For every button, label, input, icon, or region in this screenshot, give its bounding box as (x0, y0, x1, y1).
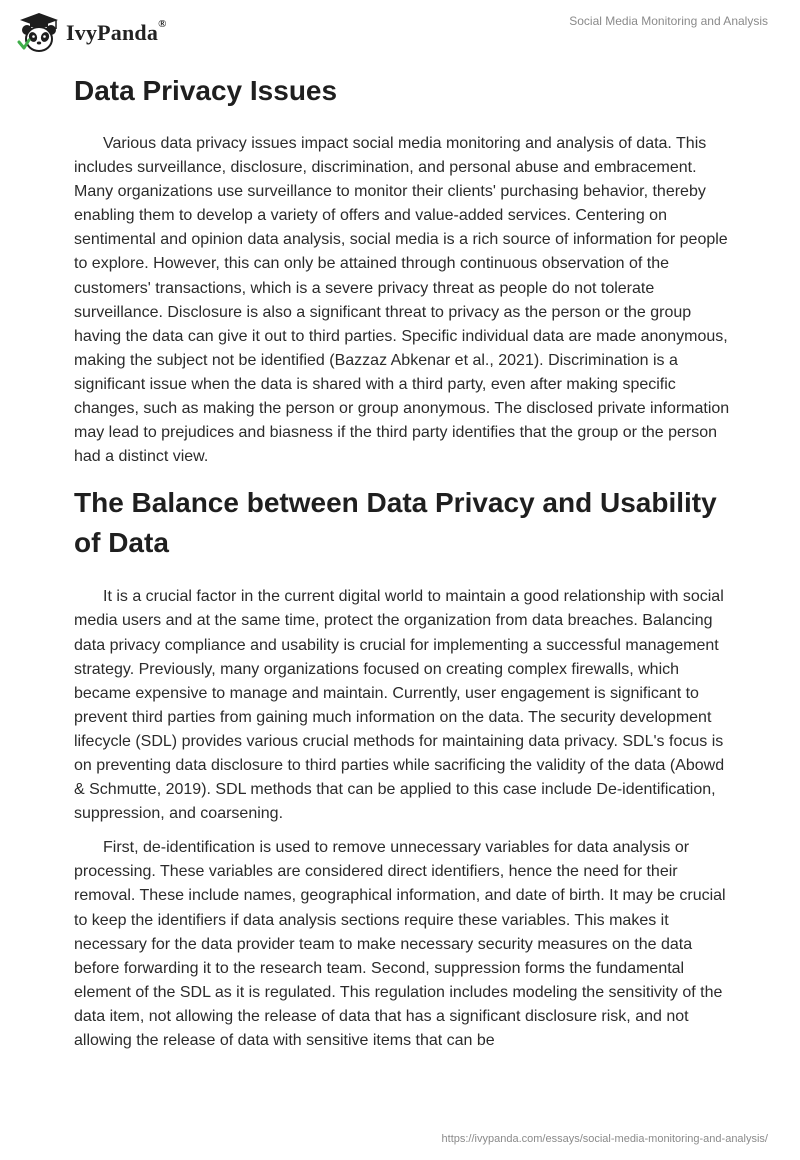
document-title: Social Media Monitoring and Analysis (569, 14, 768, 28)
ivypanda-logo[interactable] (16, 10, 167, 56)
panda-graduate-icon (16, 10, 62, 56)
paragraph: Various data privacy issues impact social media monitoring and analysis of data. This includes surveillance, disclosure, discrimination, and personal abuse and embracement. Many organizations use surveillance to monitor their clients' purchasing behavior, thereby enabling them to develop a variety of offers and value-added services. Centering on sentimental and opinion data analysis, social media is a rich source of information for people to explore. However, this can only be attained through continuous observation of the customers' transactions, which is a severe privacy threat as people do not tolerate surveillance. Disclosure is also a significant threat to privacy as the person or the group having the data can give it out to third parties. Specific individual data are made anonymous, making the subject not be identified (Bazzaz Abkenar et al., 2021). Discrimination is a significant issue when the data is shared with a third party, even after making specific changes, such as making the person or group anonymous. The disclosed private information may lead to prejudices and biasness if the third party identifies that the group or the person had a distinct view. (74, 135, 730, 466)
paragraph: It is a crucial factor in the current digital world to maintain a good relationship with social media users and at the same time, protect the organization from data breaches. Balancing data privacy compliance and usability is crucial for implementing a successful management strategy. Previously, many organizations focused on creating complex firewalls, which became expensive to manage and maintain. Currently, user engagement is significant to prevent third parties from gaining much information on the data. The security development lifecycle (SDL) provides various crucial methods for maintaining data privacy. SDL's focus is on preventing data disclosure to third parties while sacrificing the validity of the data (Abowd & Schmutte, 2019). SDL methods that can be applied to this case include De-identification, suppression, and coarsening. (74, 588, 725, 823)
brand-name: IvyPanda® (66, 18, 167, 45)
section-heading-data-privacy-issues: Data Privacy Issues (74, 75, 338, 106)
page-header (0, 0, 800, 64)
section-heading-balance: The Balance between Data Privacy and Usability of Data (74, 487, 717, 559)
source-url[interactable]: https://ivypanda.com/essays/social-media-monitoring-and-analysis/ (441, 1133, 768, 1145)
essay-content (74, 70, 734, 1063)
paragraph: First, de-identification is used to remove unnecessary variables for data analysis or processing. These variables are considered direct identifiers, hence the need for their removal. These include names, geographical information, and date of birth. It may be crucial to keep the identifiers if data analysis sections require these variables. This makes it necessary for the data provider team to make necessary security measures on the data before forwarding it to the research team. Second, suppression forms the fundamental element of the SDL as it is regulated. This regulation includes modeling the sensitivity of the data item, not allowing the release of data that has a significant disclosure risk, and not allowing the release of data with sensitive items that can be (74, 839, 726, 1049)
